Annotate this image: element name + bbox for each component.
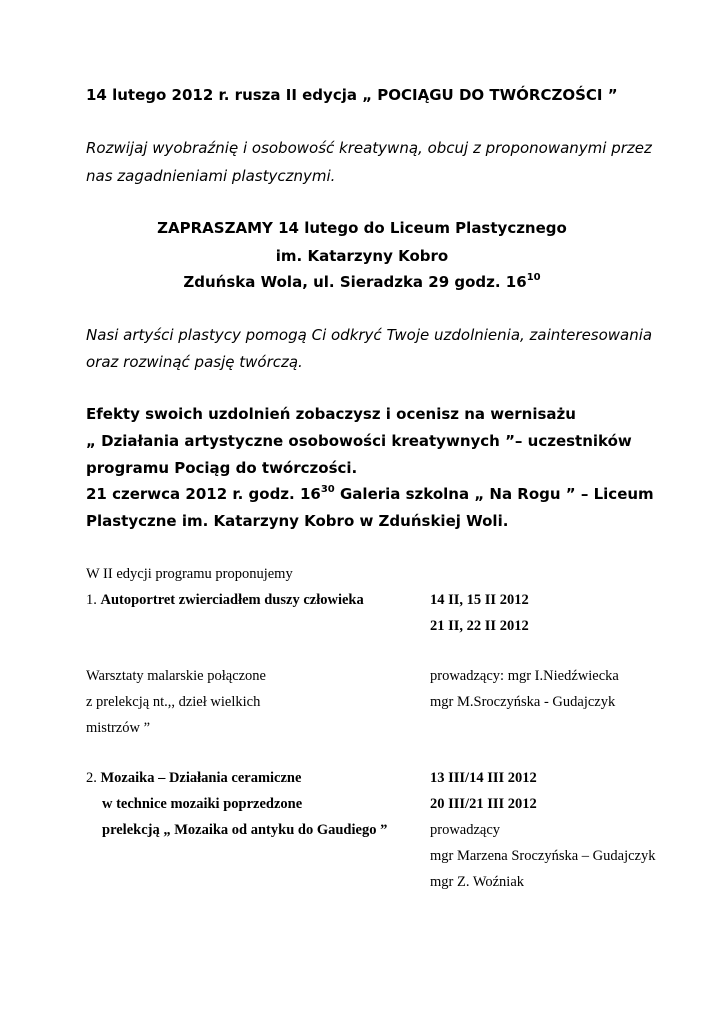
program-item-2-host-1: prowadzący (430, 822, 501, 838)
program-intro: W II edycji programu proponujemy (86, 566, 293, 582)
program-item-1-host-1: prowadzący: mgr I.Niedźwiecka (430, 668, 619, 684)
program-item-2-title-3: prelekcją „ Mozaika od antyku do Gaudiego ” (102, 822, 388, 838)
program-item-2-date-2: 20 III/21 III 2012 (430, 796, 537, 812)
effects-line-3: programu Pociąg do twórczości. (86, 459, 358, 477)
artists-line-1: Nasi artyści plastycy pomogą Ci odkryć Twoje uzdolnienia, zainteresowania (86, 326, 653, 344)
program-item-2-title-1: 2. Mozaika – Działania ceramiczne (86, 770, 302, 786)
program-item-1-title: 1. Autoportret zwierciadłem duszy człowieka (86, 592, 364, 608)
heading: 14 lutego 2012 r. rusza II edycja „ POCIĄGU DO TWÓRCZOŚCI ” (86, 86, 618, 104)
effects-time-sup: 30 (320, 484, 335, 495)
program-item-2-host-3: mgr Z. Woźniak (430, 874, 525, 890)
invite-line-1: ZAPRASZAMY 14 lutego do Liceum Plastycznego (157, 219, 567, 237)
effects-line-5: Plastyczne im. Katarzyny Kobro w Zduńskiej Woli. (86, 512, 509, 530)
program-item-1-desc-3: mistrzów ” (86, 720, 151, 736)
invite-line-3: Zduńska Wola, ul. Sieradzka 29 godz. $16^{10}$ (183, 272, 541, 291)
program-item-2-title-2: w technice mozaiki poprzedzone (102, 796, 303, 812)
program-item-1-desc-2: z prelekcją nt.,, dzieł wielkich (86, 694, 261, 710)
effects-line-1: Efekty swoich uzdolnień zobaczysz i ocenisz na wernisażu (86, 405, 576, 423)
program-item-1-desc-1: Warsztaty malarskie połączone (86, 668, 266, 684)
intro-line-1: Rozwijaj wyobraźnię i osobowość kreatywną, obcuj z proponowanymi przez (86, 139, 652, 157)
program-item-1-host-2: mgr M.Sroczyńska - Gudajczyk (430, 694, 616, 710)
invite-time-sup: 10 (526, 272, 541, 283)
program-item-2-date-1: 13 III/14 III 2012 (430, 770, 537, 786)
invite-line-2: im. Katarzyny Kobro (275, 247, 449, 265)
intro-line-2: nas zagadnieniami plastycznymi. (86, 167, 336, 185)
effects-line-4: 21 czerwca 2012 r. godz. $16^{30}$ Galeria szkolna „ Na Rogu ” – Liceum (86, 484, 654, 503)
artists-line-2: oraz rozwinąć pasję twórczą. (86, 353, 303, 371)
program-item-1-date-1: 14 II, 15 II 2012 (430, 592, 529, 608)
program-item-1-date-2: 21 II, 22 II 2012 (430, 618, 529, 634)
program-item-2-host-2: mgr Marzena Sroczyńska – Gudajczyk (430, 848, 656, 864)
effects-line-2: „ Działania artystyczne osobowości kreatywnych ”– uczestników (86, 432, 632, 450)
